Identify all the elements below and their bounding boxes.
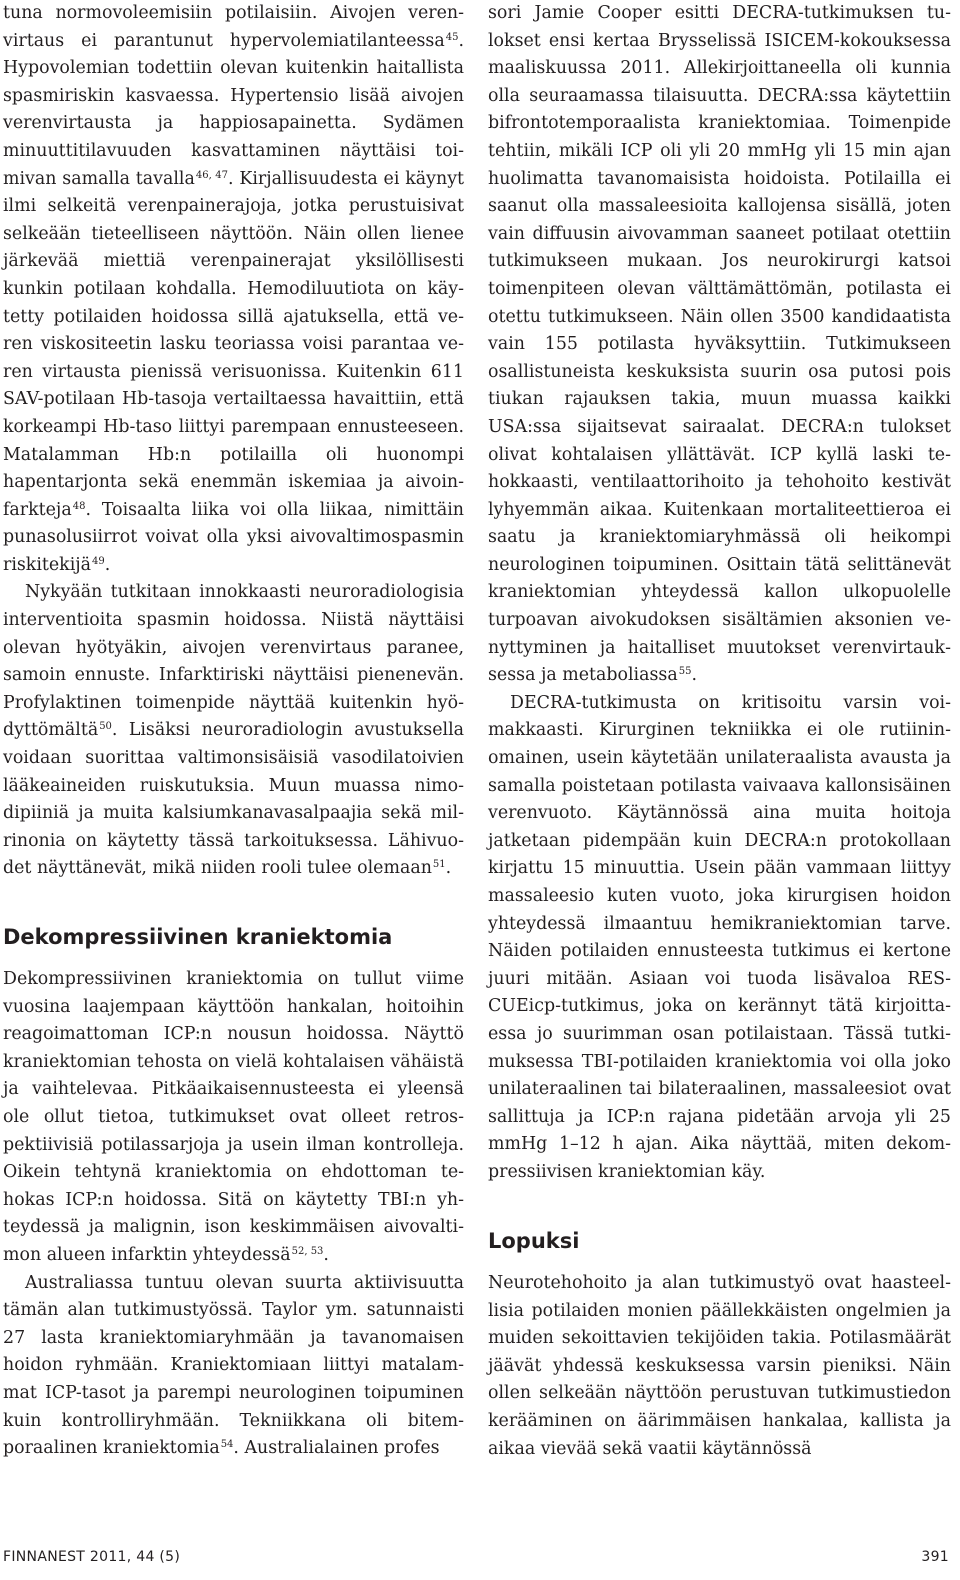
paragraph: [488, 1270, 951, 1463]
paragraph: [3, 0, 464, 579]
citation-reference: 48: [72, 500, 86, 512]
section-heading-conclusion: Lopuksi: [488, 1229, 580, 1253]
paragraph: [3, 966, 464, 1270]
right-bottom-text: [488, 1270, 951, 1463]
text-run: .: [104, 554, 111, 575]
paragraph: [488, 0, 951, 690]
paragraph: [3, 1270, 464, 1463]
paragraph: [3, 579, 464, 883]
text-run: sori Jamie Cooper esitti DECRA-tutkimuksen tulokset ensi kertaa Brysselissä ISICEM-kokouksessa maaliskuussa 2011. Allekirjoittaneella oli kunnia olla seuraamassa tilaisuutta. DECRA:ssa käytettiin bifrontotemporaalista kraniektomiaa. Toimenpide tehtiin, mikäli ICP oli yli 20 mmHg yli 15 min ajan huolimatta tavanomaisista hoidoista. Potilailla ei saanut olla massaleesioita kallojensa sisällä, joten vain diffuusin aivovamman saaneet potilaat otettiin tutkimukseen mukaan. Jos neurokirurgi katsoi toimenpiteen olevan välttämättömän, potilasta ei otettu tutkimukseen. Näin ollen 3500 kandidaatista vain 155 potilasta hyväksyttiin. Tutkimukseen osallistuneista keskuksista suurin osa putosi pois tiukan rajauksen takia, muun muassa kaikki USA:ssa sijaitsevat sairaalat. DECRA:n tulokset olivat kohtalaisen yllättävät. ICP kyllä laski tehokkaasti, ventilaattorihoito ja tehohoito kestivät lyhyemmän aikaa. Kuitenkaan mortaliteettieroa ei saatu ja kraniektomiaryhmässä oli heikompi neurologinen toipuminen. Osittain tätä selittänevät kraniektomian yhteydessä kallon ulkopuolelle turpoavan aivokudoksen sisältämien aksonien venyttyminen ja haitalliset muutokset verenvirtauksessa ja metaboliassa: [488, 3, 951, 686]
text-run: tuna normovoleemisiin potilaisiin. Aivojen verenvirtaus ei parantunut hypervolemiatilanteessa: [3, 3, 464, 51]
left-bottom-text: [3, 966, 464, 1463]
text-run: . Lisäksi neuroradiologin avustuksella voidaan suorittaa valtimonsisäisiä vasodilatoivien lääkeaineiden ruiskutuksia. Muun muassa nimodipiiniä ja muita kalsiumkanavasalpaajia sekä milrinonia on käytetty tässä tarkoituksessa. Lähivuodet näyttänevät, mikä niiden rooli tulee olemaan: [3, 720, 464, 879]
citation-reference: 50: [99, 721, 112, 733]
text-run: .: [445, 858, 452, 879]
citation-reference: 54: [220, 1439, 234, 1451]
text-run: Neurotehohoito ja alan tutkimustyö ovat haasteellisia potilaiden monien päällekkäisten ongelmien ja muiden sekoittavien tekijöiden takia. Potilasmäärät jäävät yhdessä keskuksessa varsin pieniksi. Näin ollen selkeään näyttöön perustuvan tutkimustiedon kerääminen on äärimmäisen hankalaa, kallista ja aikaa vievää sekä vaatii käytännössä: [488, 1273, 951, 1459]
text-run: Nykyään tutkitaan innokkaasti neuroradiologisia interventioita spasmin hoidossa. Niistä näyttäisi olevan hyötyäkin, aivojen verenvirtaus paranee, samoin ennuste. Infarktiriski näyttäisi pienenevän. Profylaktinen toimenpide näyttää kuitenkin hyödyttömältä: [3, 582, 464, 741]
text-run: .: [323, 1244, 329, 1265]
left-top-text: [3, 0, 464, 883]
text-run: .: [691, 665, 697, 686]
text-run: . Kirjallisuudesta ei käynyt ilmi selkeitä verenpainerajoja, jotka perustuisivat selkeään tieteelliseen näyttöön. Näin ollen lienee järkevää miettiä verenpainerajat yksilöllisesti kunkin potilaan kohdalla. Hemodiluutiota on käytetty potilaiden hoidossa sillä ajatuksella, että veren viskositeetin lasku teoriassa voisi parantaa veren virtausta pienissä verisuonissa. Kuitenkin 611 SAV-potilaan Hb-tasoja vertailtaessa havaittiin, että korkeampi Hb-taso liittyi parempaan ennusteeseen. Matalamman Hb:n potilailla oli huonompi hapentarjonta sekä enemmän iskemiaa ja aivoinfarkteja: [3, 168, 465, 520]
paragraph: [488, 690, 951, 1187]
text-run: Dekompressiivinen kraniektomia on tullut viime vuosina laajempaan käyttöön hankalan, hoitoihin reagoimattoman ICP:n nousun hoidossa. Näyttö kraniektomian tehosta on vielä kohtalaisen vähäistä ja vaihtelevaa. Pitkäaikaisennusteesta ei yleensä ole ollut tietoa, tutkimukset ovat olleet retrospektiivisiä potilassarjoja ja usein ilman kontrolleja. Oikein tehtynä kraniektomia on ehdottoman tehokas ICP:n hoidossa. Sitä on käytetty TBI:n yhteydessä ja malignin, ison keskimmäisen aivovaltimon alueen infarktin yhteydessä: [3, 969, 464, 1265]
citation-reference: 46, 47: [195, 169, 228, 181]
citation-reference: 45: [445, 31, 459, 43]
right-top-text: [488, 0, 951, 1187]
text-run: . Australialainen profes: [233, 1438, 440, 1459]
footer-page-number: 391: [921, 1549, 949, 1565]
citation-reference: 52, 53: [291, 1245, 324, 1257]
citation-reference: 49: [92, 555, 105, 567]
citation-reference: 51: [432, 859, 446, 871]
text-run: . Toisaalta liika voi olla liikaa, nimittäin punasolusiirrot voivat olla yksi aivovaltimospasmin riskitekijä: [3, 499, 464, 575]
text-run: DECRA-tutkimusta on kritisoitu varsin voimakkaasti. Kirurginen tekniikka ei ole rutiininomainen, usein käytetään unilateraalista avausta ja samalla poistetaan potilasta vaivaava kallonsisäinen verenvuoto. Käytännössä aina muita hoitoja jatketaan pidempään kuin DECRA:n protokollaan kirjattu 15 minuuttia. Usein pään vammaan liittyy massaleesio kuten vuoto, joka kirurgisen hoidon yhteydessä ilmaantuu hemikraniektomian tarve. Näiden potilaiden ennusteesta tutkimus ei kertone juuri mitään. Asiaan voi tuoda lisävaloa RESCUEicp-tutkimus, joka on kerännyt tätä kirjoittaessa jo suurimman osan potilaistaan. Tässä tutkimuksessa TBI-potilaiden kraniektomia voi olla joko unilateraalinen tai bilateraalinen, massaleesiot ovat sallittuja ja ICP:n rajana pidetään arvoja yli 25 mmHg 1–12 h ajan. Aika näyttää, miten dekompressiivisen kraniektomian käy.: [488, 692, 951, 1182]
text-run: . Hypovolemian todettiin olevan kuitenkin haitallista spasmiriskin kasvaessa. Hypertensio lisää aivojen verenvirtausta ja happiosapainetta. Sydämen minuuttitilavuuden kasvattaminen näyttäisi toimivan samalla tavalla: [3, 30, 464, 189]
footer-journal-citation: FINNANEST 2011, 44 (5): [3, 1549, 181, 1565]
citation-reference: 55: [678, 666, 692, 678]
section-heading-decompressive-craniectomy: Dekompressiivinen kraniektomia: [3, 925, 393, 949]
text-run: Australiassa tuntuu olevan suurta aktiivisuutta tämän alan tutkimustyössä. Taylor ym. satunnaisti 27 lasta kraniektomiaryhmään ja tavanomaisen hoidon ryhmään. Kraniektomiaan liittyi matalammat ICP-tasot ja parempi neurologinen toipuminen kuin kontrolliryhmään. Tekniikkana oli bitemporaalinen kraniektomia: [3, 1272, 464, 1459]
